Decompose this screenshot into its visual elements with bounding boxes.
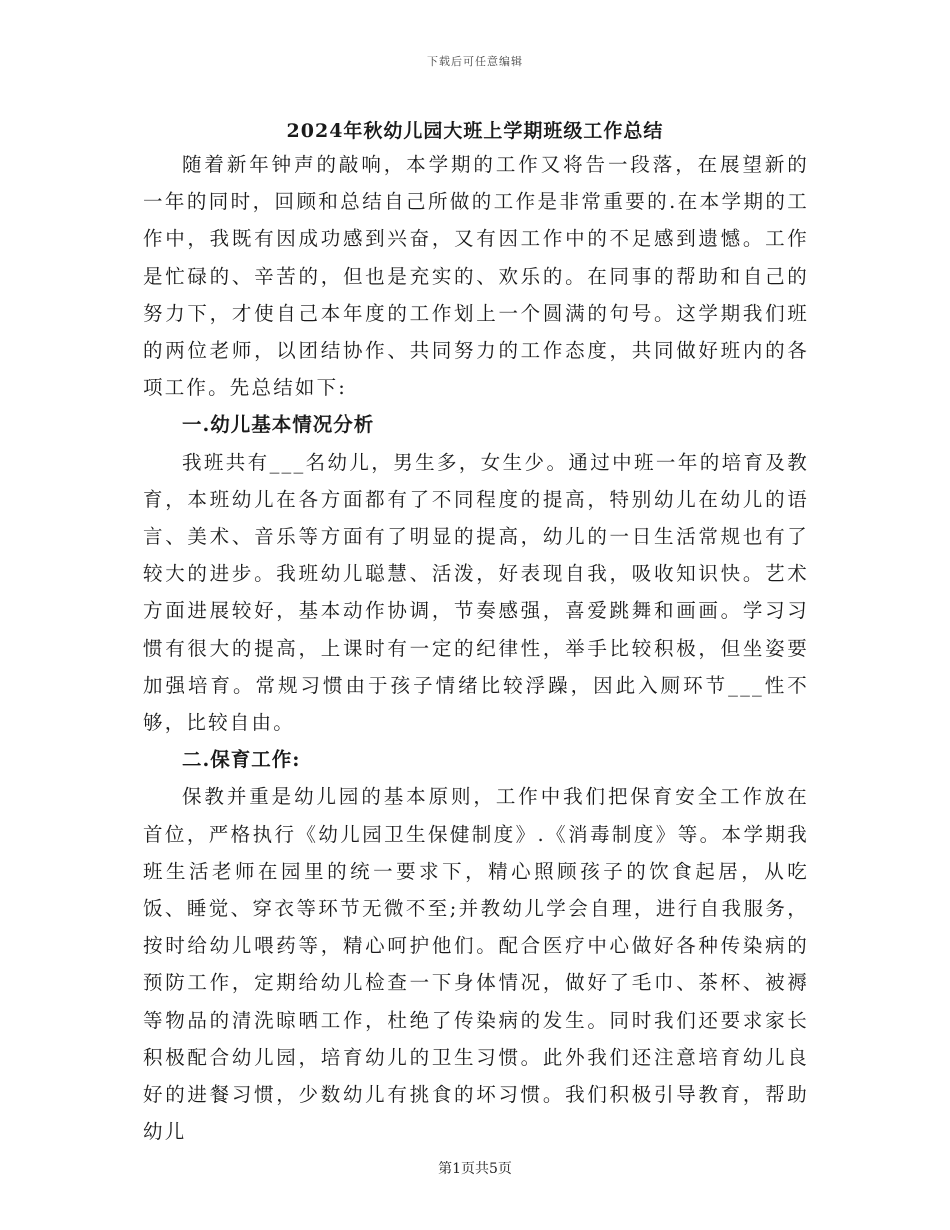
section-heading-basic-situation: 一.幼儿基本情况分析 <box>182 413 375 437</box>
basic-situation-paragraph: 我班共有___名幼儿，男生多，女生少。通过中班一年的培育及教育，本班幼儿在各方面都有了不同程度的提高，特别幼儿在幼儿的语言、美术、音乐等方面有了明显的提高，幼儿的一日生活常规也有了较大的进步。我班幼儿聪慧、活泼，好表现自我，吸收知识快。艺术方面进展较好，基本动作协调，节奏感强，喜爱跳舞和画画。学习习惯有很大的提高，上课时有一定的纪律性，举手比较积极，但坐姿要加强培育。常规习惯由于孩子情绪比较浮躁，因此入厕环节___性不够，比较自由。 <box>143 450 809 735</box>
page-header-note: 下载后可任意编辑 <box>427 55 523 68</box>
care-work-paragraph: 保教并重是幼儿园的基本原则，工作中我们把保育安全工作放在首位，严格执行《幼儿园卫生保健制度》.《消毒制度》等。本学期我班生活老师在园里的统一要求下，精心照顾孩子的饮食起居，从吃饭、睡觉、穿衣等环节无微不至;并教幼儿学会自理，进行自我服务，按时给幼儿喂药等，精心呵护他们。配合医疗中心做好各种传染病的预防工作，定期给幼儿检查一下身体情况，做好了毛巾、茶杯、被褥等物品的清洗晾晒工作，杜绝了传染病的发生。同时我们还要求家长积极配合幼儿园，培育幼儿的卫生习惯。此外我们还注意培育幼儿良好的进餐习惯，少数幼儿有挑食的坏习惯。我们积极引导教育，帮助幼儿 <box>143 785 809 1144</box>
page-number-footer: 第1页共5页 <box>438 1161 512 1177</box>
document-body <box>143 146 809 1150</box>
intro-paragraph: 随着新年钟声的敲响，本学期的工作又将告一段落，在展望新的一年的同时，回顾和总结自己所做的工作是非常重要的.在本学期的工作中，我既有因成功感到兴奋，又有因工作中的不足感到遗憾。工作是忙碌的、辛苦的，但也是充实的、欢乐的。在同事的帮助和自己的努力下，才使自己本年度的工作划上一个圆满的句号。这学期我们班的两位老师，以团结协作、共同努力的工作态度，共同做好班内的各项工作。先总结如下: <box>143 153 809 400</box>
document-title: 2024年秋幼儿园大班上学期班级工作总结 <box>286 120 664 142</box>
section-heading-care-work: 二.保育工作: <box>182 748 301 772</box>
